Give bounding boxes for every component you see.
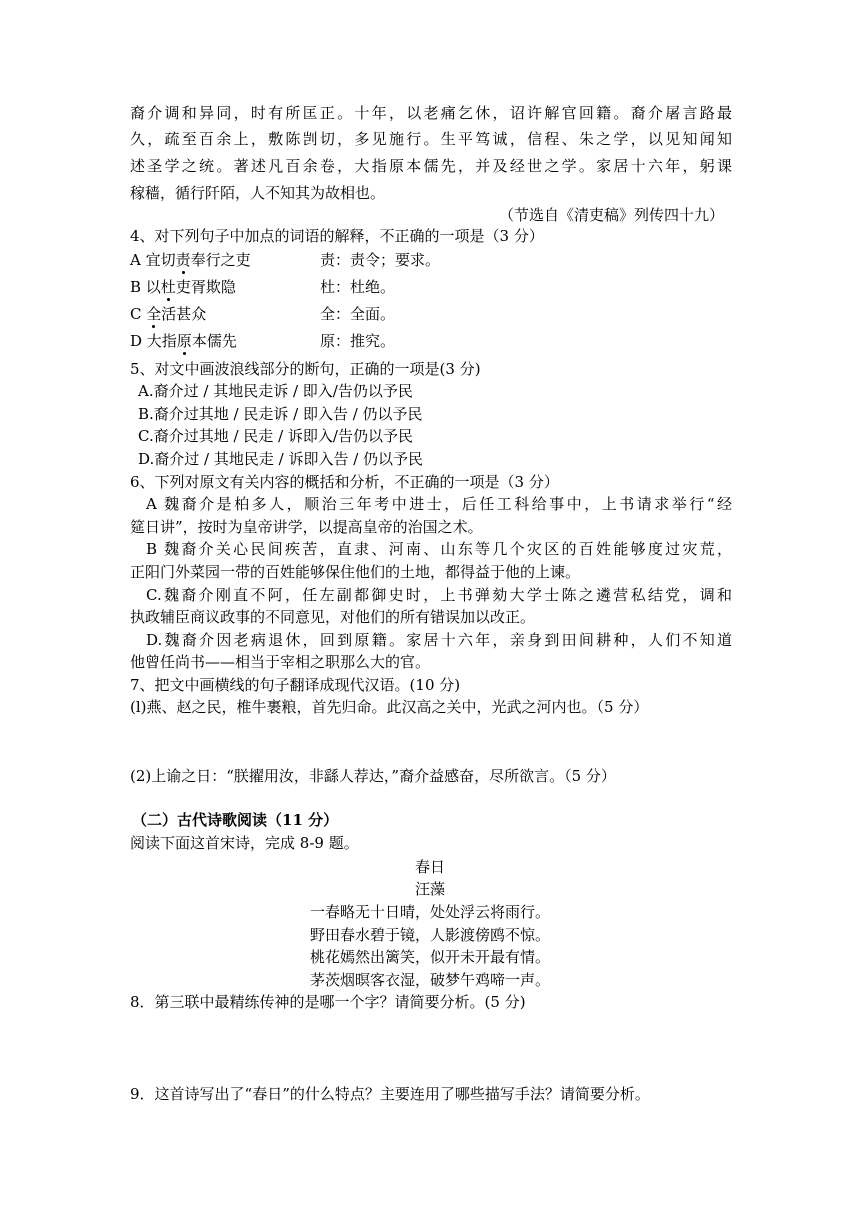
poem-line: 桃花嫣然出篱笑，似开未开最有情。 [309, 948, 550, 966]
q5-option-c: C.裔介过其地 / 民走 / 诉即入/告仍以予民 [138, 427, 413, 445]
q4-option-a [130, 250, 251, 270]
question-8-stem: 8．第三联中最精练传神的是哪一个字？请简要分析。(5 分) [130, 993, 526, 1011]
question-7-stem: 7、把文中画横线的句子翻译成现代汉语。(10 分) [130, 676, 461, 694]
q5-option-d: D.裔介过 / 其地民走 / 诉即入告 / 仍以予民 [138, 450, 424, 468]
question-9-stem: 9．这首诗写出了“春日”的什么特点？主要连用了哪些描写手法？请简要分析。 [130, 1085, 650, 1103]
q4-option-b-post: 吏胥欺隐 [175, 278, 236, 296]
q4-option-d-answer: 原：推究。 [320, 332, 396, 350]
poem-title: 春日 [414, 858, 445, 876]
q4-option-b [130, 277, 236, 297]
q4-option-b-answer: 杜：杜绝。 [320, 278, 396, 296]
poem-line: 野田春水碧于镜，人影渡傍鸥不惊。 [309, 926, 550, 944]
poem-line: 一春略无十日晴，处处浮云将雨行。 [309, 903, 550, 921]
passage-line: 述圣学之统。著述凡百余卷，大指原本儒先，并及经世之学。家居十六年，躬课 [130, 157, 732, 175]
q4-option-c-answer: 全：全面。 [320, 305, 396, 323]
q5-option-a: A.裔介过 / 其地民走诉 / 即入/告仍以予民 [138, 382, 413, 400]
q4-option-d-dotted-word: 原 [176, 332, 192, 350]
q6-option-c-line1: C.魏裔介刚直不阿，任左副都御史时，上书弹劾大学士陈之遴营私结党，调和 [146, 586, 732, 604]
section-2-heading: （二）古代诗歌阅读（11 分） [132, 811, 339, 829]
q4-option-c [130, 304, 206, 324]
q4-option-c-post: 活甚众 [161, 305, 207, 323]
passage-source: （节选自《清吏稿》列传四十九） [498, 206, 724, 224]
q4-option-a-pre: A 宜切 [130, 251, 176, 269]
q6-option-a-line1: A 魏裔介是柏多人，顺治三年考中进士，后任工科给事中，上书请求举行“经 [146, 495, 732, 513]
q6-option-d-line2: 他曾任尚书——相当于宰相之职那么大的官。 [130, 653, 431, 671]
passage-line: 久，疏至百余上，敷陈剀切，多见施行。生平笃诚，信程、朱之学，以见知闻知 [130, 130, 732, 148]
q6-option-d-line1: D.魏裔介因老病退休，回到原籍。家居十六年，亲身到田间耕种，人们不知道 [146, 631, 732, 649]
q4-option-b-dotted-word: 杜 [160, 278, 176, 296]
question-5-stem: 5、对文中画波浪线部分的断句，正确的一项是(3 分) [130, 360, 481, 378]
q6-option-b-line2: 正阳门外菜园一带的百姓能够保住他们的土地，都得益于他的上谏。 [130, 563, 581, 581]
passage-line: 裔介调和异同，时有所匡正。十年，以老痛乞休，诏许解官回籍。裔介屠言路最 [130, 104, 732, 122]
q4-option-c-dotted-word: 全 [146, 305, 162, 323]
poem-line: 茅茨烟暝客衣湿，破梦午鸡啼一声。 [309, 971, 550, 989]
poem-author: 汪藻 [414, 880, 445, 898]
q7-sentence-2: (2)上谕之日：“朕擢用汝，非繇人荐达，”裔介益感奋，尽所欲言。（5 分） [130, 767, 616, 785]
question-6-stem: 6、下列对原文有关内容的概括和分析，不正确的一项是（3 分） [130, 473, 559, 491]
q7-sentence-1: (l)燕、赵之民，椎牛裹粮，首先归命。此汉高之关中，光武之河内也。（5 分） [130, 698, 649, 716]
q6-option-b-line1: B 魏裔介关心民间疾苦，直隶、河南、山东等几个灾区的百姓能够度过灾荒， [146, 540, 732, 558]
q4-option-a-dotted-word: 责 [175, 251, 191, 269]
section-2-intro: 阅读下面这首宋诗，完成 8-9 题。 [130, 834, 359, 852]
q4-option-d-post: 本儒先 [191, 332, 237, 350]
q4-option-a-answer: 责：责令；要求。 [320, 251, 441, 269]
question-4-stem: 4、对下列句子中加点的词语的解释，不正确的一项是（3 分） [130, 227, 544, 245]
passage-line: 稼穑，循行阡陌，人不知其为故相也。 [130, 184, 386, 202]
q4-option-c-pre: C [130, 305, 147, 323]
q4-option-a-post: 奉行之吏 [190, 251, 251, 269]
q6-option-a-line2: 筵日讲”，按时为皇帝讲学，以提高皇帝的治国之术。 [130, 518, 483, 536]
q4-option-d-pre: D 大指 [130, 332, 177, 350]
q4-option-b-pre: B 以 [130, 278, 161, 296]
q4-option-d [130, 331, 237, 351]
q5-option-b: B.裔介过其地 / 民走诉 / 即入告 / 仍以予民 [138, 405, 423, 423]
q6-option-c-line2: 执政辅臣商议政事的不同意见，对他们的所有错误加以改正。 [130, 608, 536, 626]
